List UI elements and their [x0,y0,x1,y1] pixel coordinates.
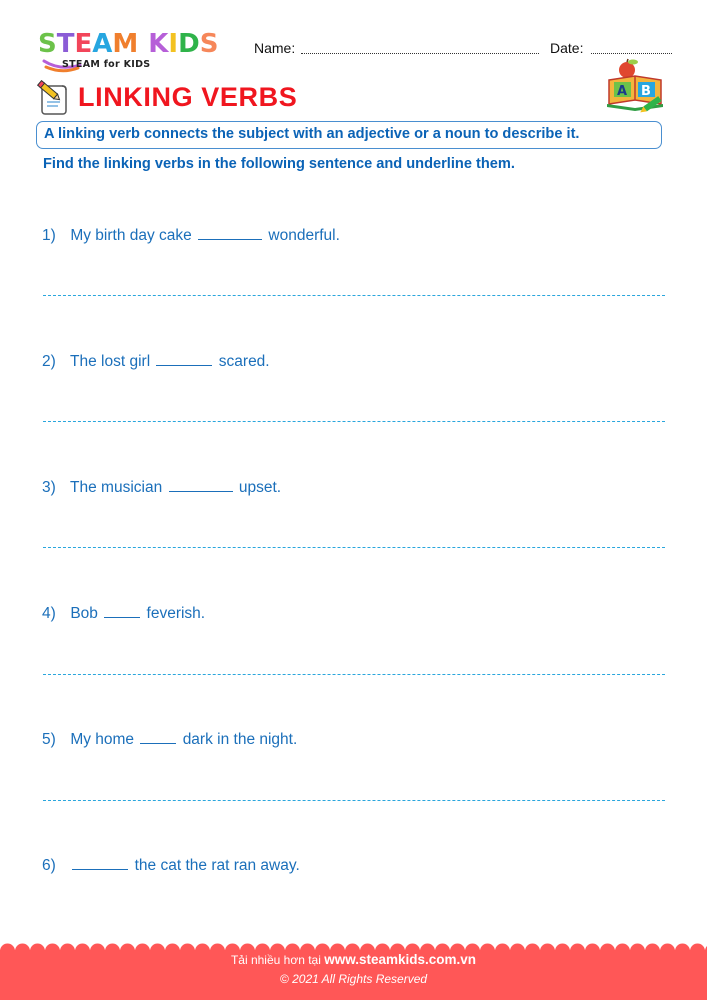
logo-letter: S [38,29,57,59]
page-title: LINKING VERBS [78,82,298,112]
question-3: 3) The musician upset. [42,479,282,496]
answer-line[interactable] [43,674,665,675]
footer-site-link[interactable]: www.steamkids.com.vn [324,952,477,967]
instruction-text: Find the linking verbs in the following sentence and underline them. [43,156,515,172]
logo-wordmark [38,30,218,58]
answer-line[interactable] [43,800,665,801]
pencil-scroll-icon [36,80,70,116]
footer-banner [0,942,707,1000]
name-field[interactable] [301,52,539,54]
logo-letter: I [168,29,179,59]
logo-subtitle: STEAM for KIDS [62,59,151,70]
answer-blank[interactable] [140,729,176,744]
answer-line[interactable] [43,547,665,548]
date-field[interactable] [591,52,672,54]
definition-box [36,121,662,149]
answer-line[interactable] [43,421,665,422]
answer-blank[interactable] [156,351,212,366]
logo-letter: M [112,29,139,59]
answer-blank[interactable] [198,225,262,240]
logo-letter: T [56,29,75,59]
logo-letter: E [74,29,93,59]
logo-letter: S [199,29,219,59]
ab-book-apple-icon [605,58,667,114]
question-1: 1) My birth day cake wonderful. [42,227,340,244]
footer-download-text: Tải nhiều hơn tại www.steamkids.com.vn [230,952,477,967]
footer-copyright: © 2021 All Rights Reserved [279,972,428,986]
answer-blank[interactable] [169,477,233,492]
question-5: 5) My home dark in the night. [42,731,298,748]
svg-text:A: A [617,84,628,99]
question-2: 2) The lost girl scared. [42,353,270,370]
steam-kids-logo [38,30,238,74]
question-6: 6) the cat the rat ran away. [42,857,300,874]
answer-blank[interactable] [104,603,140,618]
date-label: Date: [550,40,584,56]
definition-text: A linking verb connects the subject with an adjective or a noun to describe it. [44,126,580,142]
logo-letter: A [92,29,113,59]
logo-letter: K [148,29,169,59]
answer-line[interactable] [43,295,665,296]
svg-text:B: B [641,84,651,99]
name-label: Name: [254,40,296,56]
question-4: 4) Bob feverish. [42,605,206,622]
answer-blank[interactable] [72,855,128,870]
logo-letter: D [178,29,200,59]
